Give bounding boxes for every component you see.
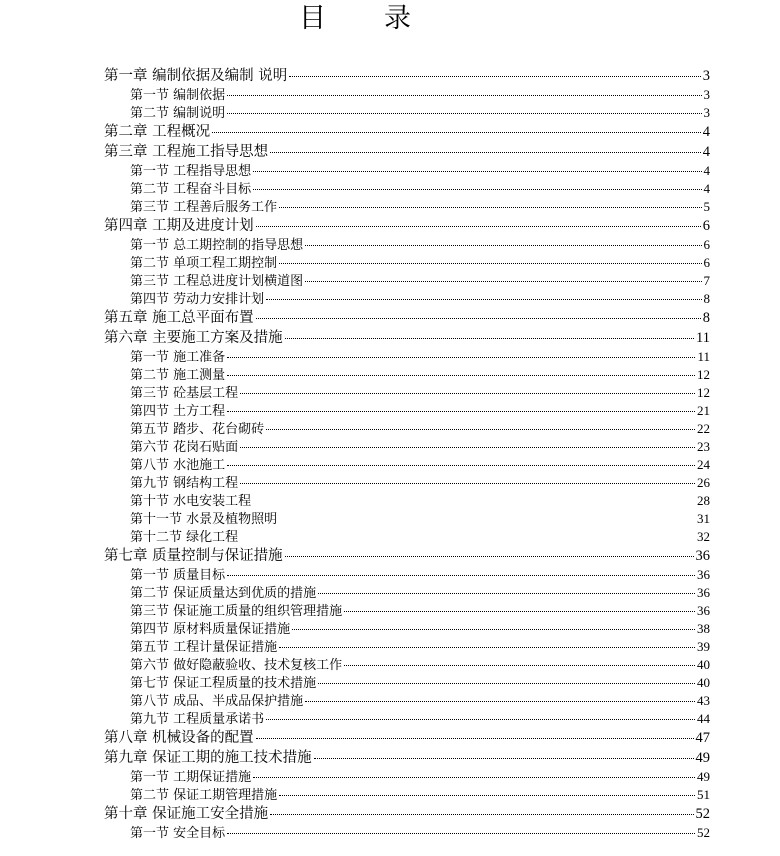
- toc-page-number: 51: [697, 787, 710, 802]
- toc-section-entry[interactable]: [104, 384, 710, 402]
- toc-section-entry[interactable]: [104, 86, 710, 104]
- toc-page-number: 39: [697, 639, 710, 654]
- toc-entry-label: 第五节 踏步、花台砌砖: [130, 422, 265, 437]
- toc-entry-label: 第七节 保证工程质量的技术措施: [130, 676, 317, 691]
- toc-dot-leader: [227, 375, 695, 376]
- toc-section-entry[interactable]: [104, 786, 710, 804]
- toc-dot-leader: [344, 665, 695, 666]
- toc-entry-label: 第二节 单项工程工期控制: [130, 256, 278, 271]
- toc-dot-leader: [256, 318, 701, 319]
- toc-page-number: 52: [695, 806, 710, 822]
- toc-entry-label: 第五节 工程计量保证措施: [130, 640, 278, 655]
- toc-chapter-entry[interactable]: [104, 66, 710, 86]
- toc-dot-leader: [289, 76, 701, 77]
- toc-section-entry[interactable]: [104, 198, 710, 216]
- toc-page-number: 36: [697, 585, 710, 600]
- toc-section-entry[interactable]: [104, 162, 710, 180]
- toc-dot-leader: [212, 132, 701, 133]
- toc-dot-leader: [285, 338, 694, 339]
- toc-entry-label: 第十节 水电安装工程: [130, 494, 252, 509]
- toc-entry-label: 第一节 工程指导思想: [130, 164, 252, 179]
- toc-dot-leader: [266, 429, 695, 430]
- toc-page-number: 23: [697, 439, 710, 454]
- toc-dot-leader: [227, 95, 701, 96]
- toc-page-number: 4: [703, 181, 710, 196]
- toc-entry-label: 第三章 工程施工指导思想: [104, 144, 269, 160]
- toc-entry-label: 第八节 成品、半成品保护措施: [130, 694, 304, 709]
- toc-page-number: 21: [697, 403, 710, 418]
- toc-section-entry[interactable]: [104, 474, 710, 492]
- toc-dot-leader: [266, 719, 695, 720]
- toc-page-number: 43: [697, 693, 710, 708]
- toc-page-number: 8: [703, 291, 710, 306]
- toc-section-entry[interactable]: [104, 638, 710, 656]
- toc-entry-label: 第一节 编制依据: [130, 88, 226, 103]
- toc-dot-leader: [240, 483, 695, 484]
- toc-dot-leader: [253, 189, 701, 190]
- toc-section-entry[interactable]: [104, 402, 710, 420]
- toc-page-number: 3: [703, 87, 710, 102]
- toc-dot-leader: [266, 299, 701, 300]
- toc-page-number: 49: [695, 750, 710, 766]
- toc-page-number: 31: [697, 511, 710, 526]
- toc-dot-leader: [292, 629, 695, 630]
- toc-dot-leader: [227, 575, 695, 576]
- toc-dot-leader: [240, 447, 695, 448]
- toc-entry-label: 第二节 保证工期管理措施: [130, 788, 278, 803]
- toc-dot-leader: [344, 611, 695, 612]
- toc-entry-label: 第七章 质量控制与保证措施: [104, 548, 283, 564]
- toc-page-number: 22: [697, 421, 710, 436]
- toc-section-entry[interactable]: [104, 566, 710, 584]
- toc-section-entry[interactable]: [104, 528, 710, 546]
- toc-entry-label: 第二章 工程概况: [104, 124, 211, 140]
- toc-section-entry[interactable]: [104, 290, 710, 308]
- toc-page-number: 47: [695, 730, 710, 746]
- toc-entry-label: 第九节 钢结构工程: [130, 476, 239, 491]
- table-of-contents: [104, 66, 710, 842]
- page-title-char-1: 目: [299, 3, 326, 34]
- toc-dot-leader: [227, 357, 695, 358]
- toc-entry-label: 第二节 保证质量达到优质的措施: [130, 586, 317, 601]
- toc-dot-leader: [285, 556, 694, 557]
- toc-entry-label: 第四节 原材料质量保证措施: [130, 622, 291, 637]
- toc-section-entry[interactable]: [104, 236, 710, 254]
- toc-dot-leader: [227, 113, 701, 114]
- toc-dot-leader: [318, 683, 695, 684]
- toc-section-entry[interactable]: [104, 492, 710, 510]
- toc-chapter-entry[interactable]: [104, 728, 710, 748]
- toc-chapter-entry[interactable]: [104, 328, 710, 348]
- toc-dot-leader: [227, 833, 695, 834]
- toc-section-entry[interactable]: [104, 438, 710, 456]
- toc-page-number: 40: [697, 657, 710, 672]
- toc-entry-label: 第八章 机械设备的配置: [104, 730, 254, 746]
- toc-section-entry[interactable]: [104, 348, 710, 366]
- toc-entry-label: 第三节 保证施工质量的组织管理措施: [130, 604, 343, 619]
- toc-section-entry[interactable]: [104, 180, 710, 198]
- toc-dot-leader: [227, 411, 695, 412]
- toc-page-number: 3: [702, 68, 710, 84]
- page-title: [0, 3, 710, 35]
- toc-dot-leader: [253, 171, 701, 172]
- toc-dot-leader: [240, 393, 695, 394]
- toc-entry-label: 第一节 质量目标: [130, 568, 226, 583]
- toc-section-entry[interactable]: [104, 620, 710, 638]
- toc-chapter-entry[interactable]: [104, 216, 710, 236]
- toc-page-number: 52: [697, 825, 710, 840]
- toc-page-number: 6: [703, 237, 710, 252]
- toc-entry-label: 第八节 水池施工: [130, 458, 226, 473]
- toc-entry-label: 第五章 施工总平面布置: [104, 310, 254, 326]
- toc-chapter-entry[interactable]: [104, 122, 710, 142]
- toc-entry-label: 第一章 编制依据及编制 说明: [104, 68, 288, 84]
- toc-dot-leader: [279, 795, 695, 796]
- toc-dot-leader: [256, 738, 694, 739]
- toc-entry-label: 第六章 主要施工方案及措施: [104, 330, 283, 346]
- toc-page-number: 24: [697, 457, 710, 472]
- toc-page-number: 11: [696, 330, 710, 346]
- toc-dot-leader: [318, 593, 695, 594]
- toc-chapter-entry[interactable]: [104, 546, 710, 566]
- toc-entry-label: 第九章 保证工期的施工技术措施: [104, 750, 312, 766]
- toc-entry-label: 第十二节 绿化工程: [130, 530, 239, 545]
- toc-dot-leader: [279, 647, 695, 648]
- toc-chapter-entry[interactable]: [104, 748, 710, 768]
- toc-entry-label: 第一节 安全目标: [130, 826, 226, 841]
- toc-dot-leader: [305, 245, 701, 246]
- toc-section-entry[interactable]: [104, 656, 710, 674]
- toc-section-entry[interactable]: [104, 254, 710, 272]
- toc-page-number: 4: [703, 163, 710, 178]
- toc-dot-leader: [270, 814, 693, 815]
- toc-section-entry[interactable]: [104, 674, 710, 692]
- toc-section-entry[interactable]: [104, 602, 710, 620]
- toc-entry-label: 第十章 保证施工安全措施: [104, 806, 269, 822]
- toc-dot-leader: [305, 281, 701, 282]
- toc-chapter-entry[interactable]: [104, 142, 710, 162]
- toc-dot-leader: [314, 758, 694, 759]
- toc-page-number: 49: [697, 769, 710, 784]
- toc-page-number: 44: [697, 711, 710, 726]
- toc-page-number: 7: [703, 273, 710, 288]
- toc-page-number: 5: [703, 199, 710, 214]
- toc-entry-label: 第四章 工期及进度计划: [104, 218, 254, 234]
- toc-page-number: 6: [702, 218, 710, 234]
- toc-section-entry[interactable]: [104, 824, 710, 842]
- toc-entry-label: 第六节 花岗石贴面: [130, 440, 239, 455]
- toc-entry-label: 第四节 劳动力安排计划: [130, 292, 265, 307]
- toc-section-entry[interactable]: [104, 366, 710, 384]
- toc-entry-label: 第一节 总工期控制的指导思想: [130, 238, 304, 253]
- toc-page-number: 36: [695, 548, 710, 564]
- toc-section-entry[interactable]: [104, 104, 710, 122]
- toc-entry-label: 第三节 工程善后服务工作: [130, 200, 278, 215]
- toc-entry-label: 第三节 砼基层工程: [130, 386, 239, 401]
- toc-entry-label: 第四节 土方工程: [130, 404, 226, 419]
- toc-entry-label: 第六节 做好隐蔽验收、技术复核工作: [130, 658, 343, 673]
- toc-dot-leader: [279, 207, 701, 208]
- toc-entry-label: 第二节 工程奋斗目标: [130, 182, 252, 197]
- toc-page-number: 36: [697, 603, 710, 618]
- toc-chapter-entry[interactable]: [104, 804, 710, 824]
- toc-entry-label: 第一节 施工准备: [130, 350, 226, 365]
- toc-page-number: 12: [697, 367, 710, 382]
- toc-section-entry[interactable]: [104, 420, 710, 438]
- toc-section-entry[interactable]: [104, 710, 710, 728]
- toc-section-entry[interactable]: [104, 692, 710, 710]
- toc-dot-leader: [253, 777, 695, 778]
- toc-dot-leader: [279, 263, 701, 264]
- toc-chapter-entry[interactable]: [104, 308, 710, 328]
- toc-page-number: 32: [697, 529, 710, 544]
- toc-page-number: 26: [697, 475, 710, 490]
- toc-entry-label: 第十一节 水景及植物照明: [130, 512, 278, 527]
- toc-page-number: 11: [697, 349, 710, 364]
- toc-entry-label: 第九节 工程质量承诺书: [130, 712, 265, 727]
- toc-entry-label: 第三节 工程总进度计划横道图: [130, 274, 304, 289]
- toc-section-entry[interactable]: [104, 584, 710, 602]
- toc-page-number: 4: [702, 144, 710, 160]
- toc-page-number: 8: [702, 310, 710, 326]
- toc-page-number: 40: [697, 675, 710, 690]
- toc-page-number: 36: [697, 567, 710, 582]
- toc-entry-label: 第二节 编制说明: [130, 106, 226, 121]
- toc-dot-leader: [270, 152, 701, 153]
- toc-dot-leader: [227, 465, 695, 466]
- toc-section-entry[interactable]: [104, 456, 710, 474]
- toc-page-number: 28: [697, 493, 710, 508]
- toc-page-number: 6: [703, 255, 710, 270]
- toc-page-number: 12: [697, 385, 710, 400]
- toc-dot-leader: [305, 701, 695, 702]
- toc-dot-leader: [256, 226, 701, 227]
- toc-section-entry[interactable]: [104, 272, 710, 290]
- toc-entry-label: 第一节 工期保证措施: [130, 770, 252, 785]
- toc-page-number: 3: [703, 105, 710, 120]
- toc-section-entry[interactable]: [104, 768, 710, 786]
- page-title-char-2: 录: [384, 3, 411, 34]
- toc-section-entry[interactable]: [104, 510, 710, 528]
- toc-entry-label: 第二节 施工测量: [130, 368, 226, 383]
- toc-page-number: 4: [702, 124, 710, 140]
- toc-page-number: 38: [697, 621, 710, 636]
